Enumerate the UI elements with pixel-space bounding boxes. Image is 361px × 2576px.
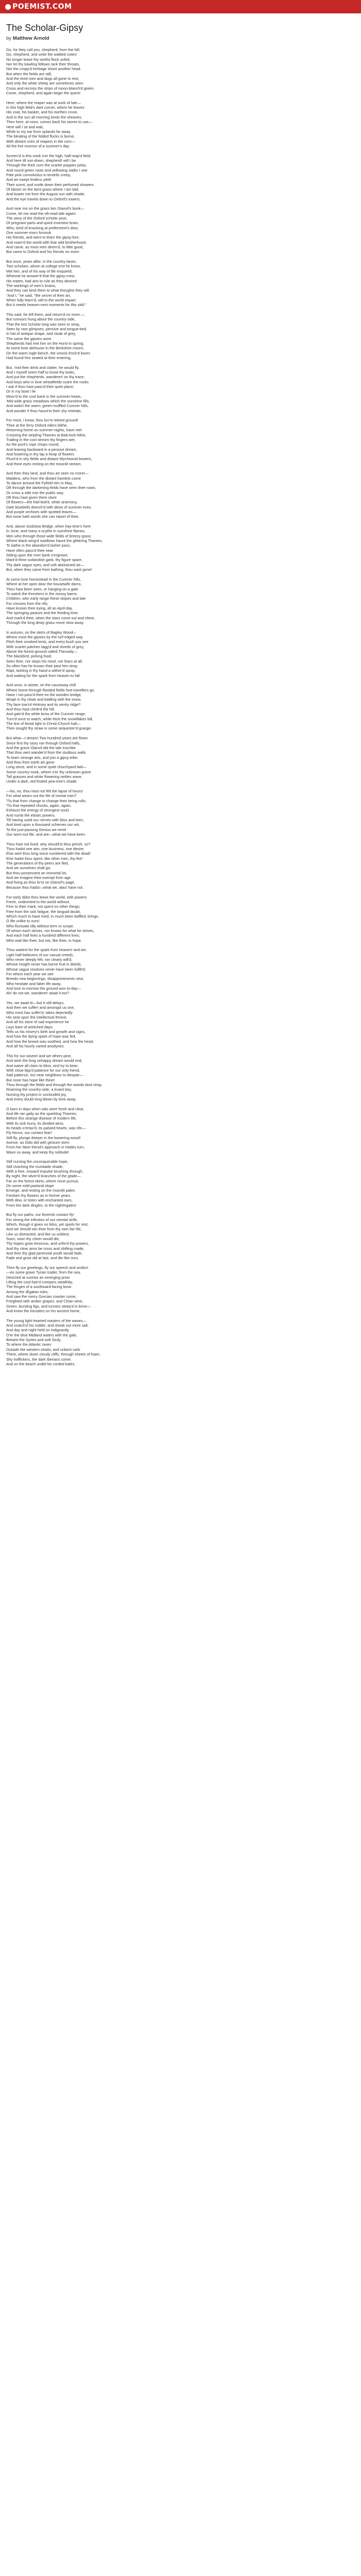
poem-line: To learn strange arts, and join a gipsy-tribe; [6, 755, 78, 760]
poem-line: And thou from earth art gone [6, 759, 55, 765]
poem-line: Green, bursting figs, and tunnies steep'd in brine— [6, 1303, 91, 1309]
poem-line: Else hadst thou spent, like other men, thy fire! [6, 856, 83, 861]
poem-line: Pale pink convolvulus in tendrils creep; [6, 172, 71, 177]
poem-line: Which much to have tried, in much been baffled, brings. [6, 913, 99, 919]
poem-line: And the tired men and dogs all gone to rest, [6, 76, 79, 81]
byline-prefix: by [6, 36, 12, 41]
poem-stanza [6, 1159, 355, 1207]
poem-line: Then sought thy straw in some sequester'd grange. [6, 726, 92, 731]
poem-line: With a free, onward impulse brushing through, [6, 1169, 84, 1174]
poem-line: And boys who in lone wheatfields scare the rooks [6, 379, 89, 384]
poem-line: Or in my boat I lie [6, 389, 36, 394]
poem-line: And they can bind them to what thoughts they will. [6, 288, 90, 293]
poem-line: Go, for they call you, shepherd, from the hill; [6, 47, 80, 52]
poem-line: Where home through flooded fields foot-travellers go, [6, 687, 95, 692]
poem-line: Pluck'd in shy fields and distant Wychwood bowers, [6, 456, 92, 462]
poem-line: And wish the long unhappy dream would end, [6, 1058, 83, 1063]
poem-line: Ah! do not we, wanderer! await it too? [6, 991, 70, 996]
poem-line: But, 'mid their drink and clatter, he would fly. [6, 365, 79, 370]
poem-line: From the dark dingles, to the nightingales! [6, 1202, 76, 1208]
poem-line: And life ran gaily as the sparkling Thames; [6, 1111, 77, 1116]
poem-stanza [6, 1001, 355, 1048]
poem-line: Through the thick corn the scarlet poppies peep, [6, 163, 87, 168]
poem-line: Met him, and of his way of life enquired; [6, 268, 73, 274]
poem-line: And saw the merry Grecian coaster come, [6, 1294, 77, 1299]
poem-line: Who most has suffer'd, takes dejectedly [6, 1010, 73, 1015]
poem-line: Descried at sunrise an emerging prow [6, 1275, 70, 1280]
poem-line: And leaning backward in a pensive dream, [6, 447, 77, 452]
poem-line: That the lost Scholar long was seen to stray, [6, 321, 80, 327]
poem-line: For most, I know, thou lov'st retired ground! [6, 418, 78, 423]
poem-line: The generations of thy peers are fled, [6, 861, 69, 866]
poem-line: And how the breast was soothed, and how the head, [6, 1039, 94, 1044]
poem-line: Through the long dewy grass move slow away. [6, 620, 85, 625]
poem-line: And, above Godstow Bridge, when hay-time's here [6, 524, 91, 529]
poem-line: Whose vague resolves never have been fulfill'd; [6, 967, 86, 972]
poem-line: Which, though it gives no bliss, yet spoils for rest; [6, 1222, 89, 1227]
poem-stanza [6, 1318, 355, 1366]
poem-line: Thee at the ferry Oxford riders blithe, [6, 422, 68, 428]
poem-line: The story of the Oxford scholar poor, [6, 216, 68, 221]
poem-stanza [6, 206, 355, 254]
poem-line: O'er the blue Midland waters with the gale, [6, 1332, 77, 1337]
poem-line: Wave us away, and keep thy solitude! [6, 1149, 69, 1155]
poem-line: 'Mid wide grass meadows which the sunshine fills, [6, 399, 90, 404]
poem-stanza [6, 47, 355, 95]
poem-line: With close-lipp'd patience for our only friend, [6, 1067, 80, 1073]
poem-line: Lifting the cool-hair'd creepers stealthily, [6, 1280, 73, 1284]
poem-line: Betwixt the Syrtes and soft Sicily, [6, 1337, 61, 1343]
poem-line: And thy clear aims be cross and shifting made; [6, 1246, 85, 1251]
poem-line: Go, shepherd, and untie the wattled cotes! [6, 52, 77, 57]
poem-line: His seat upon the intellectual throne; [6, 1015, 68, 1020]
poem-line: But thou possessest an immortal lot, [6, 870, 67, 875]
poem-line: His mates, had arts to rule as they desired [6, 278, 77, 283]
poem-line: Mark'd thine outlandish garb, thy figure spare, [6, 557, 83, 563]
poem-line: And watch the warm, green-muffled Cumner hills, [6, 403, 89, 409]
poem-line: And then thy glad perennial youth would fade, [6, 1250, 83, 1256]
poem-line: Who hesitate and falter life away, [6, 981, 61, 986]
poem-line: Then fly our greetings, fly our speech and smiles! [6, 1265, 88, 1270]
poem-line: For what wears out the life of mortal men? [6, 793, 77, 799]
poem-line: Of pregnant parts and quick inventive brain, [6, 221, 79, 226]
poem-line: O born in days when wits were fresh and clear, [6, 1106, 85, 1111]
poem-line: With scarlet patches tagg'd and shreds of grey, [6, 644, 85, 649]
poem-line: —As some grave Tyrian trader, from the sea, [6, 1270, 81, 1275]
poem-line: Lays bare of wretched days; [6, 1024, 54, 1029]
poem-line: And wonder if thou haunt'st their shy retreats. [6, 408, 82, 413]
poem-line: Pitch their smoked tents, and every bush you see [6, 639, 89, 645]
poem-line: The line of festal light in Christ-Church hall— [6, 721, 81, 726]
poem-line: Here, where the reaper was at work of late— [6, 100, 81, 105]
poem-line: But what—I dream! Two hundred years are flown [6, 736, 88, 741]
poem-stanza [6, 1212, 355, 1260]
poem-line: The bleating of the folded flocks is borne, [6, 134, 75, 139]
poem-body [6, 47, 355, 1366]
poem-line: And came, as most men deem'd, to little good, [6, 245, 84, 250]
poem-line: And the grave Glanvil did the tale inscribe [6, 745, 76, 750]
poem-line: For strong the infection of our mental strife, [6, 1217, 78, 1222]
poem-line: On some mild pastoral slope [6, 1183, 54, 1189]
poem-line: His coat, his basket, and his earthen cruse, [6, 110, 78, 115]
poem-stanza [6, 842, 355, 890]
poem-line: Till having used our nerves with bliss and teen, [6, 818, 85, 822]
poem-line: Dark bluebells drench'd with dews of summer eves, [6, 504, 92, 510]
poem-line: Freighted with amber grapes, and Chian wine, [6, 1299, 84, 1304]
poem-line: All the live murmur of a summer's day. [6, 143, 70, 148]
poem-line: At some lone homestead in the Cumner hills, [6, 577, 81, 582]
poem-stanza [6, 312, 355, 360]
poem-line: And we imagine thee exempt from age [6, 875, 71, 880]
poem-line: The young light-hearted masters of the waves— [6, 1318, 87, 1323]
poem-line: Rapt, twirling in thy hand a wither'd spray, [6, 668, 76, 673]
poem-line: Two scholars, whom at college erst he knew, [6, 264, 81, 269]
poem-line: Returning home on summer-nights, have met [6, 428, 82, 433]
poem-line: And each half lives a hundred different lives; [6, 933, 80, 938]
poem-line: And air-swept lindens yield [6, 177, 51, 182]
poem-line: Roaming the country-side, a truant boy, [6, 1087, 72, 1092]
poem-line: Like us distracted, and like us unblest. [6, 1231, 70, 1236]
poem-line: Sad patience, too near neighbour to despair— [6, 1073, 84, 1078]
poem-line: Who never deeply felt, nor clearly will'd, [6, 957, 72, 962]
poem-stanza [6, 736, 355, 784]
poem-line: And knew the intruders on his ancient home, [6, 1309, 80, 1314]
poem-line: Far on the forest-skirts, where none pursue, [6, 1178, 79, 1183]
poem-line: And round green roots and yellowing stalks I see [6, 167, 88, 173]
poem-line: Fly hence, our contact fear! [6, 1130, 52, 1136]
poem-line: I ask if thou hast pass'd their quiet place; [6, 384, 74, 389]
poem-line: Where black-wing'd swallows haunt the glittering Thames, [6, 538, 103, 544]
poem-line: To where the Atlantic raves [6, 1342, 52, 1347]
poem-line: And on the beach undid his corded bales. [6, 1361, 76, 1366]
poem-line: Of bloom on the bent grass where I am laid, [6, 187, 79, 192]
poem-line: And we ourselves shall go; [6, 866, 51, 871]
poem-line: For cresses from the rills, [6, 601, 48, 606]
poem-line: And lose to-morrow the ground won to-day— [6, 986, 81, 991]
poem-line: This said, he left them, and return'd no more.— [6, 312, 85, 317]
poem-line: This for our wisest! and we others pine, [6, 1053, 72, 1058]
poem-line: Its heads o'ertax'd, its palsied hearts, was rife— [6, 1126, 86, 1130]
poem-stanza [6, 100, 355, 148]
poem-line: And all his store of sad experience he [6, 1020, 69, 1025]
poem-byline [6, 36, 355, 41]
site-header [0, 0, 361, 13]
poem-line: There, where down cloudy cliffs, through sheets of foam, [6, 1352, 101, 1357]
poem-line: 'Tis that repeated shocks, again, again, [6, 803, 72, 808]
poem-line: And purple orchises with spotted leaves— [6, 510, 76, 514]
poem-stanza [6, 630, 355, 678]
poem-line: But it needs heaven-sent moments for this skill." [6, 302, 87, 308]
poem-line: Firm to their mark, not spent on other things; [6, 904, 80, 909]
poem-line: Turn'd once to watch, while thick the snowflakes fall, [6, 716, 93, 721]
poem-line: Thy face tow'rd Hinksey and its wintry ridge? [6, 702, 81, 707]
poem-line: Free from the sick fatigue, the languid doubt, [6, 909, 81, 914]
poem-line: —No, no, thou hast not felt the lapse of hours! [6, 788, 83, 793]
poem-line: Long since, and in some quiet churchyard laid— [6, 765, 87, 770]
poem-stanza [6, 524, 355, 572]
poem-line: And waive all claim to bliss, and try to bear; [6, 1063, 78, 1068]
poem-line: Who wait like thee, but not, like thee, in hope. [6, 938, 82, 943]
poem-line: Where at her open door the housewife darns, [6, 582, 82, 587]
poem-stanza [6, 471, 355, 519]
poem-line: Have I not pass'd thee on the wooden bridge, [6, 692, 82, 698]
poem-line: And bower me from the August sun with shade; [6, 192, 85, 197]
poem-line: Thou hast not lived, why should'st thou perish, so? [6, 841, 91, 846]
poem-line: Or cross a stile into the public way. [6, 490, 64, 495]
poem-line: When fully learn'd, will to the world impart; [6, 297, 77, 302]
poem-line: And how the dying spark of hope was fed, [6, 1034, 76, 1039]
poem-line: But came to Oxford and his friends no more. [6, 249, 80, 255]
poem-line: Still fly, plunge deeper in the bowering wood! [6, 1135, 81, 1140]
poem-line: On the warm ingle-bench, the smock-frock'd boors [6, 350, 90, 355]
poem-stanza [6, 1265, 355, 1313]
poem-line: His friends, and went to learn the gipsy-lore, [6, 235, 80, 240]
poem-line: With dew, or listen with enchanted ears, [6, 1198, 73, 1203]
poem-line: To the just-pausing Genius we remit [6, 827, 66, 832]
poem-line: Wrapt in thy cloak and battling with the snow, [6, 697, 81, 702]
poem-line: In hat of antique shape, and cloak of grey, [6, 331, 76, 336]
poem-line: For early didst thou leave the world, with powers [6, 894, 87, 900]
poem-line: Before this strange disease of modern life, [6, 1116, 77, 1121]
poem-line: Nor the cropp'd herbage shoot another head. [6, 66, 81, 72]
poem-line: Shepherds had met him on the Hurst in spring; [6, 341, 84, 346]
poem-line: Screen'd is this nook o'er the high, half-reap'd field, [6, 153, 91, 158]
poem-line: Outside the western straits; and unbent sails [6, 1347, 80, 1352]
poem-line: One summer-morn forsook [6, 230, 52, 235]
poem-line: Thy hopes grow timorous, and unfix'd thy powers, [6, 1241, 89, 1246]
poem-line: And I myself seem half to know thy looks, [6, 370, 75, 375]
poem-line: Nor let thy bawling fellows rack their throats, [6, 62, 80, 67]
poem-stanza [6, 577, 355, 625]
poem-title: The Scholar-Gipsy [6, 23, 84, 33]
poem-line: Else wert thou long since numbered with the dead! [6, 851, 91, 856]
poem-line: The workings of men's brains, [6, 283, 56, 288]
poem-line: The springing pasture and the feeding kine; [6, 611, 79, 616]
poem-line: At some lone alehouse in the Berkshire moors, [6, 346, 85, 351]
poem-line: In June, and many a scythe in sunshine flames, [6, 529, 86, 534]
poem-line: And once, in winter, on the causeway chill [6, 683, 76, 688]
poem-line: Tells us his misery's birth and growth and signs, [6, 1029, 86, 1035]
poem-line: But, when they came from bathing, thou wast gone! [6, 567, 92, 572]
poem-stanza [6, 789, 355, 837]
poem-line: Seen by rare glimpses, pensive and tongue-tied, [6, 326, 87, 331]
poem-line: Sees thee, nor stops his meal, nor fears at all; [6, 658, 83, 664]
poem-line: To bathe in the abandon'd lasher pass, [6, 543, 71, 548]
poem-stanza [6, 365, 355, 413]
poem-line: Have known thee eying, all an April-day, [6, 605, 73, 611]
poem-line: With its sick hurry, its divided aims, [6, 1121, 64, 1126]
poem-line: Thou waitest for the spark from heaven! and we, [6, 947, 87, 953]
poem-line: No longer leave thy wistful flock unfed, [6, 57, 71, 62]
poem-line: Moor'd to the cool bank in the summer-heats, [6, 394, 82, 399]
poem-line: And gain'd the white brow of the Cumner range; [6, 711, 86, 717]
poem-line: That thou wert wander'd from the studious walls [6, 750, 86, 755]
poem-line: Had found him seated at their entering, [6, 355, 72, 360]
poem-line: Where most the gipsies by the turf-edged way [6, 634, 83, 639]
poem-line: Men who through those wide fields of breezy grass [6, 533, 91, 538]
poem-line: But rumours hung about the country-side, [6, 317, 76, 322]
poem-line: But once, years after, in the country-lanes, [6, 259, 77, 264]
poem-line: And day and night held on indignantly [6, 1328, 69, 1333]
poem-line: So often has he known thee past him stray, [6, 664, 78, 668]
poem-line: Of flowers—the frail-leaf'd, white anemony, [6, 500, 78, 505]
poem-line: And in the sun all morning binds the sheaves, [6, 114, 83, 120]
poem-line: Some country-nook, where o'er thy unknown grave [6, 769, 91, 774]
poem-line: Sitting upon the river bank o'ergrown; [6, 553, 69, 558]
poem-line: And numb the elastic powers. [6, 812, 56, 818]
logo-text: POEMIST.COM [12, 3, 72, 11]
poem-line: 'Tis that from change to change their being rolls; [6, 798, 87, 803]
poem-line: Fade and grow old at last, and die like ours. [6, 1256, 79, 1261]
poem-line: Our worn-out life, and are—what we have been. [6, 832, 86, 837]
poem-line: And every doubt long blown by time away. [6, 1096, 77, 1101]
poem-line: Breeds new beginnings, disappointments new; [6, 976, 84, 981]
poem-line: But fly our paths, our feverish contact fly! [6, 1212, 74, 1217]
poem-line: And snatch'd his rudder, and shook out more sail; [6, 1323, 89, 1328]
poem-line: The fringes of a southward-facing brow [6, 1284, 72, 1290]
poem-line: Among the Ægæan isles; [6, 1289, 48, 1294]
poem-stanza [6, 683, 355, 731]
poem-stanza [6, 1107, 355, 1155]
poem-line: And mark'd thee, when the stars come out and shine, [6, 615, 95, 620]
poem-line: Thy dark vague eyes, and soft abstracted air— [6, 562, 85, 567]
poem-line: And here till sun-down, shepherd! will I be. [6, 158, 77, 163]
poem-line: O life unlike to ours! [6, 919, 40, 924]
poem-line: Fresh, undiverted to the world without, [6, 899, 70, 904]
poem-line: Emerge, and resting on the moonlit pales [6, 1188, 75, 1193]
poem-line: Who fluctuate idly without term or scope, [6, 923, 74, 928]
poem-line: From her false friend's approach in Hades turn, [6, 1145, 85, 1150]
poem-line: Since first thy story ran through Oxford halls, [6, 740, 80, 745]
poem-line: For whom each year we see [6, 972, 54, 976]
poem-line: Here will I sit and wait, [6, 124, 44, 129]
poem-stanza [6, 1054, 355, 1101]
poem-line: And then they land, and thou art seen no more!— [6, 471, 89, 476]
poem-line: As the punt's rope chops round; [6, 442, 59, 447]
poem-line: Trailing in the cool stream thy fingers wet, [6, 437, 76, 442]
poem-line: Nursing thy project in unclouded joy, [6, 1092, 67, 1097]
poem-line: And only the white sheep are sometimes seen [6, 81, 84, 86]
poem-line: Come, let me read the oft-read tale again! [6, 211, 76, 216]
poem-line: Oft thou hast given them store [6, 495, 57, 500]
poem-line: "And I," he said, "the secret of their art, [6, 293, 71, 298]
poem-line: Whereat he answer'd that the gipsy-crew, [6, 274, 75, 279]
poem-line: Thou hast been seen, or hanging on a gate [6, 586, 78, 591]
poem-line: While to my ear from uplands far away [6, 129, 71, 134]
poem-line: And living as thou liv'st on Glanvil's page, [6, 880, 75, 885]
poem-stanza [6, 947, 355, 995]
poem-line: And waiting for the spark from heaven to fall. [6, 673, 81, 678]
poem-line: To watch the threshers in the mossy barns. [6, 591, 78, 596]
poem-line: Who, tired of knocking at preferment's door, [6, 225, 79, 230]
poem-line: Tall grasses and white flowering nettles wave, [6, 774, 83, 779]
poem-line: To dance around the Fyfield elm in May, [6, 480, 73, 485]
poem-line: Children, who early range these slopes and late [6, 596, 86, 601]
poem-line: Whose insight never has borne fruit in deeds, [6, 962, 82, 967]
poem-line: And fostering in thy lap a heap of flowers [6, 451, 74, 456]
site-logo[interactable] [5, 3, 72, 11]
poem-line: Then here, at noon, comes back his stores to use— [6, 120, 93, 125]
poem-line: And thine eyes resting on the moonlit stream. [6, 461, 82, 466]
poem-line: And then we suffer! and amongst us one, [6, 1005, 75, 1010]
poem-line: Thou through the fields and through the woods dost stray, [6, 1082, 103, 1087]
poem-line: Because thou hadst—what we, alas! have not. [6, 885, 84, 890]
poem-line: But none hath words she can report of thee. [6, 514, 79, 519]
poem-line: And put the shepherds, wanderer! on thy trace; [6, 375, 85, 380]
poem-line: In autumn, on the skirts of Bagley Wood— [6, 630, 77, 635]
author-link[interactable]: Matthew Arnold [12, 36, 50, 41]
poem-line: Above the forest-ground called Thessaly— [6, 649, 77, 654]
poem-stanza [6, 154, 355, 201]
poem-line: Averse, as Dido did with gesture stern [6, 1140, 70, 1145]
poem-line: Yes, we await it!—but it still delays, [6, 1001, 64, 1006]
poem-stanza [6, 259, 355, 307]
poem-stanza [6, 418, 355, 466]
poem-line: The same the gipsies wore. [6, 336, 53, 341]
poem-line: But none has hope like thine! [6, 1077, 55, 1082]
poem-line: Exhaust the energy of strongest souls [6, 808, 70, 813]
poem-line: With distant cries of reapers in the corn— [6, 139, 75, 144]
poem-line: And all his hourly varied anodynes. [6, 1044, 65, 1049]
poem-line: Crossing the stripling Thames at Bab-lock-hithe, [6, 432, 87, 437]
poem-line: Light half-believers of our casual creeds, [6, 952, 74, 957]
poem-line: Shy traffickers, the dark Iberians come; [6, 1357, 72, 1362]
poem-line: Have often pass'd thee near [6, 548, 54, 553]
poem-line: Maidens, who from the distant hamlets come [6, 476, 81, 481]
poem-line: And thou hast climb'd the hill, [6, 707, 55, 712]
poem-line: Cross and recross the strips of moon-blanch'd green. [6, 86, 95, 91]
poem-line: Under a dark, red-fruited yew-tree's shade. [6, 779, 78, 784]
poem-line: In this high field's dark corner, where he leaves [6, 105, 85, 110]
poem-line: Soon, soon thy cheer would die, [6, 1236, 60, 1241]
poem-line: Their scent, and rustle down their perfumed showers [6, 182, 94, 187]
poem-line: And we should win thee from thy own fair life, [6, 1227, 82, 1232]
poemist-logo-icon [5, 4, 11, 10]
poem-line: Of whom each strives, nor knows for what he strives, [6, 928, 94, 933]
poem-line: The blackbird, picking food, [6, 654, 52, 659]
poem-line: Come, shepherd, and again begin the quest! [6, 91, 81, 96]
poem-line: Oft through the darkening fields have seen thee roam, [6, 485, 96, 490]
poem-line: And roam'd the world with that wild brotherhood, [6, 240, 87, 245]
poem-line: By night, the silver'd branches of the glade— [6, 1174, 81, 1179]
poem-line: Still nursing the unconquerable hope, [6, 1159, 69, 1164]
poem-line: And the eye travels down to Oxford's towers. [6, 196, 81, 201]
poem-line: Freshen thy flowers as in former years [6, 1193, 71, 1198]
poem-content [0, 13, 361, 1366]
poem-line: Thou hadst one aim, one business, one desire; [6, 846, 85, 852]
poem-line: But when the fields are still, [6, 71, 52, 76]
poem-stanza [6, 895, 355, 943]
poem-line: And near me on the grass lies Glanvil's book— [6, 206, 85, 211]
poem-line: Still clutching the inviolable shade, [6, 1164, 64, 1169]
poem-line: And tired upon a thousand schemes our wit, [6, 822, 80, 827]
